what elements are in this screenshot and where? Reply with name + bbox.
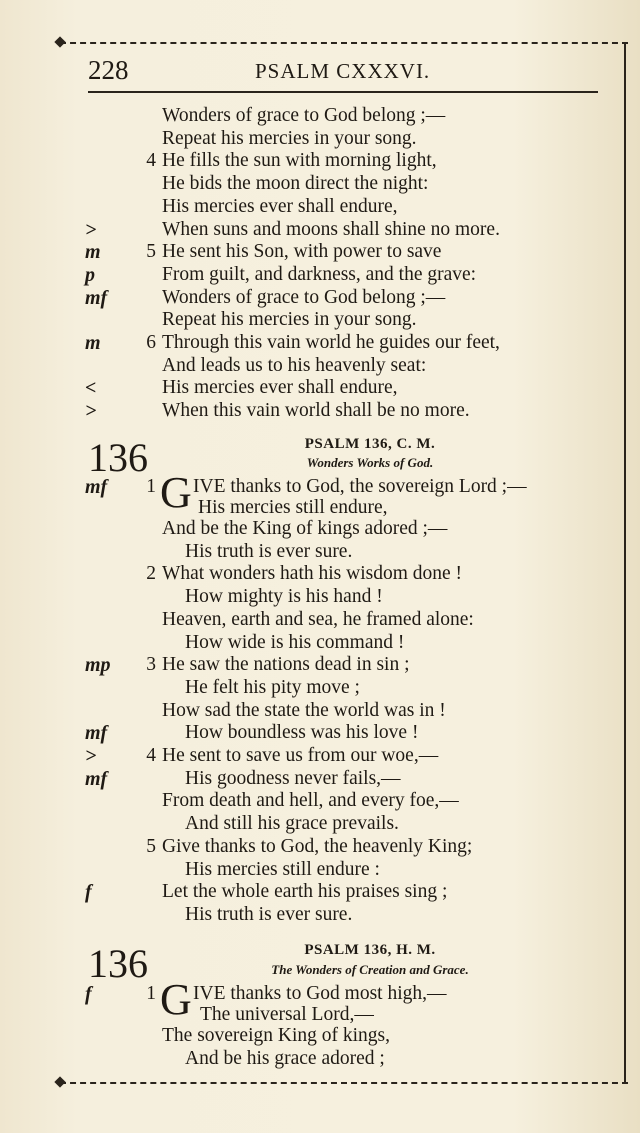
- verse-line: [0, 400, 640, 422]
- verse-text: He sent his Son, with power to save: [162, 241, 442, 263]
- verse-line: [0, 105, 640, 127]
- dynamic-marking: >: [85, 745, 97, 767]
- verse-text: IVE thanks to God most high,—: [193, 983, 447, 1004]
- verse-text: When suns and moons shall shine no more.: [162, 218, 500, 240]
- verse-text: He bids the moon direct the night:: [162, 173, 429, 195]
- verse-text: Through this vain world he guides our feet,: [162, 332, 500, 353]
- hymn-number: 136: [88, 941, 148, 986]
- verse-text: He felt his pity move ;: [185, 676, 360, 698]
- verse-text: The universal Lord,—: [200, 1004, 374, 1025]
- verse-text: His mercies ever shall endure,: [162, 377, 398, 399]
- verse-number: 2: [146, 563, 156, 585]
- verse-line: [0, 309, 640, 331]
- verse-line: [0, 745, 640, 767]
- verse-line: [0, 219, 640, 241]
- verse-text: His mercies still endure :: [185, 858, 380, 880]
- verse-line: [0, 904, 640, 926]
- dynamic-marking: m: [85, 332, 101, 354]
- verse-text: How sad the state the world was in !: [162, 699, 446, 721]
- verse-line: [0, 173, 640, 195]
- verse-line: [0, 476, 640, 498]
- verse-text: And still his grace prevails.: [185, 813, 399, 835]
- verse-line: [0, 287, 640, 309]
- verse-line: [0, 196, 640, 218]
- dynamic-marking: mp: [85, 654, 111, 677]
- verse-text: What wonders hath his wisdom done !: [162, 563, 463, 585]
- running-head: PSALM CXXXVI.: [255, 59, 431, 83]
- verse-line: [0, 518, 640, 540]
- top-border-rule: [60, 42, 628, 44]
- verse-text: And leads us to his heavenly seat:: [162, 354, 427, 376]
- verse-text: He fills the sun with morning light,: [162, 150, 437, 172]
- dynamic-marking: mf: [85, 722, 108, 745]
- corner-ornament: [54, 36, 65, 47]
- verse-line: [0, 541, 640, 563]
- verse-text: Give thanks to God, the heavenly King;: [162, 835, 473, 857]
- verse-text: His mercies ever shall endure,: [162, 195, 398, 217]
- verse-line: [0, 881, 640, 903]
- verse-line: [0, 563, 640, 585]
- dynamic-marking: mf: [85, 286, 108, 309]
- verse-text: From guilt, and darkness, and the grave:: [162, 263, 477, 285]
- verse-line: [0, 632, 640, 654]
- verse-line: [0, 586, 640, 608]
- hymn-subtitle: Wonders Works of God.: [306, 455, 434, 470]
- verse-line: [0, 128, 640, 150]
- verse-line: [0, 790, 640, 812]
- dynamic-marking: mf: [85, 767, 108, 790]
- dynamic-marking: mf: [85, 476, 108, 498]
- hymn-subtitle: The Wonders of Creation and Grace.: [271, 962, 469, 977]
- verse-text: IVE thanks to God, the sovereign Lord ;—: [193, 476, 527, 497]
- verse-line: [0, 768, 640, 790]
- verse-text: How boundless was his love !: [185, 722, 419, 744]
- verse-text: Repeat his mercies in your song.: [162, 309, 417, 331]
- verse-text: Heaven, earth and sea, he framed alone:: [162, 608, 474, 630]
- verse-text: And be his grace adored ;: [185, 1047, 385, 1069]
- verse-number: 1: [146, 983, 156, 1004]
- verse-line: [0, 983, 640, 1005]
- verse-text: He saw the nations dead in sin ;: [162, 654, 410, 676]
- dynamic-marking: m: [85, 241, 101, 264]
- verse-text: He sent to save us from our woe,—: [162, 745, 439, 766]
- dynamic-marking: >: [85, 218, 97, 241]
- verse-text: His mercies still endure,: [198, 497, 388, 518]
- verse-line: [0, 609, 640, 631]
- dynamic-marking: p: [85, 263, 95, 286]
- verse-line: [0, 859, 640, 881]
- corner-ornament: [54, 1076, 65, 1087]
- verse-text: When this vain world shall be no more.: [162, 400, 470, 422]
- drop-cap: G: [160, 975, 192, 1024]
- verse-line: [0, 497, 640, 519]
- dynamic-marking: >: [85, 400, 97, 423]
- verse-number: 3: [146, 654, 156, 676]
- verse-line: [0, 836, 640, 858]
- verse-line: [0, 813, 640, 835]
- verse-number: 5: [146, 835, 156, 857]
- verse-text: From death and hell, and every foe,—: [162, 790, 459, 812]
- header-rule: [88, 91, 598, 93]
- verse-text: His truth is ever sure.: [185, 540, 353, 562]
- hymn-number: 136: [88, 435, 148, 480]
- verse-text: His goodness never fails,—: [185, 767, 401, 789]
- dynamic-marking: f: [85, 881, 92, 904]
- verse-text: And be the King of kings adored ;—: [162, 518, 448, 539]
- verse-text: Let the whole earth his praises sing ;: [162, 881, 448, 903]
- bottom-border-rule: [60, 1082, 628, 1084]
- verse-text: The sovereign King of kings,: [162, 1025, 391, 1046]
- verse-text: Repeat his mercies in your song.: [162, 127, 417, 149]
- verse-text: Wonders of grace to God belong ;—: [162, 286, 446, 308]
- verse-line: [0, 722, 640, 744]
- verse-line: [0, 241, 640, 263]
- verse-line: [0, 677, 640, 699]
- verse-line: [0, 150, 640, 172]
- verse-line: [0, 654, 640, 676]
- dynamic-marking: f: [85, 983, 92, 1005]
- verse-number: 4: [146, 745, 156, 766]
- verse-line: [0, 332, 640, 354]
- verse-line: [0, 1025, 640, 1047]
- verse-line: [0, 700, 640, 722]
- verse-text: Wonders of grace to God belong ;—: [162, 105, 446, 126]
- hymn-title: PSALM 136, H. M.: [304, 942, 436, 958]
- verse-line: [0, 1004, 640, 1026]
- verse-line: [0, 355, 640, 377]
- verse-line: [0, 377, 640, 399]
- verse-number: 1: [146, 476, 156, 497]
- verse-number: 6: [146, 332, 156, 353]
- verse-number: 4: [146, 150, 156, 172]
- verse-number: 5: [146, 241, 156, 263]
- verse-line: [0, 1048, 640, 1070]
- dynamic-marking: <: [85, 377, 97, 400]
- verse-line: [0, 264, 640, 286]
- hymn-title: PSALM 136, C. M.: [304, 436, 436, 452]
- drop-cap: G: [160, 468, 192, 517]
- verse-text: How wide is his command !: [185, 631, 405, 653]
- verse-text: How mighty is his hand !: [185, 586, 383, 608]
- page-number: 228: [88, 55, 129, 85]
- verse-text: His truth is ever sure.: [185, 903, 353, 925]
